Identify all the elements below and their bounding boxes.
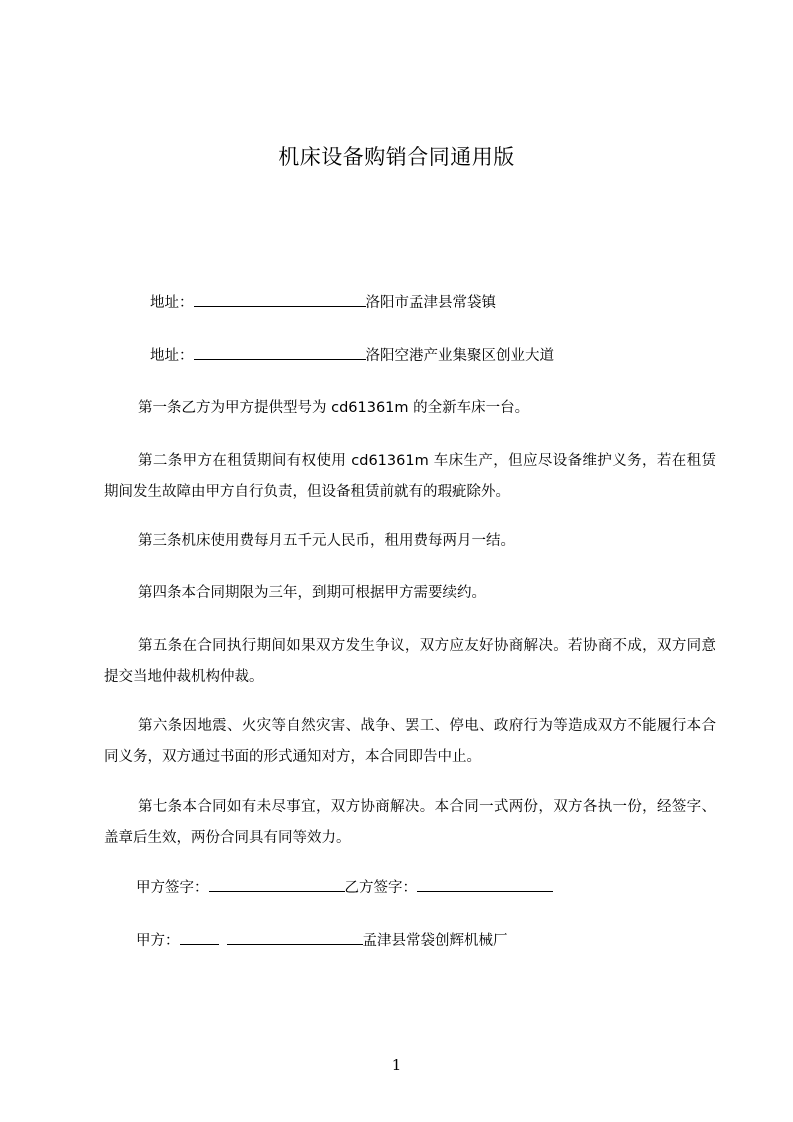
address-value: 洛阳市孟津县常袋镇 [365,295,496,311]
page-number: 1 [391,1056,402,1074]
party-a-blank [227,930,363,945]
clause-1: 第一条乙方为甲方提供型号为 cd61361m 的全新车床一台。 [138,400,530,416]
party-a-label: 甲方： [136,933,180,949]
clause-2: 第二条甲方在租赁期间有权使用 cd61361m 车床生产，但应尽设备维护义务，若在租赁期间发生故障由甲方自行负责，但设备租赁前就有的瑕疵除外。 [104,453,716,500]
party-a-signature-blank [209,877,345,892]
address-label: 地址： [150,295,194,311]
clause-3: 第三条机床使用费每月五千元人民币，租用费每两月一结。 [138,533,515,549]
clause-6: 第六条因地震、火灾等自然灾害、战争、罢工、停电、政府行为等造成双方不能履行本合同义务，双方通过书面的形式通知对方，本合同即告中止。 [104,718,716,765]
address-line-1 [150,292,762,313]
party-a-signature-label: 甲方签字： [136,880,209,896]
party-b-signature-blank [417,877,553,892]
party-a-short-blank [180,930,219,945]
party-b-signature-label: 乙方签字： [344,880,417,896]
party-a-value: 孟津县常袋创辉机械厂 [362,933,508,949]
clause-4: 第四条本合同期限为三年，到期可根据甲方需要续约。 [138,585,486,601]
clause-5: 第五条在合同执行期间如果双方发生争议，双方应友好协商解决。若协商不成，双方同意提交当地仲裁机构仲裁。 [104,638,716,685]
address-blank [194,345,366,360]
address-line-2 [150,345,762,366]
address-value: 洛阳空港产业集聚区创业大道 [365,348,554,364]
party-a-line [136,930,748,951]
clause-7: 第七条本合同如有未尽事宜，双方协商解决。本合同一式两份，双方各执一份，经签字、盖章后生效，两份合同具有同等效力。 [104,799,716,846]
address-blank [194,292,366,307]
document-title: 机床设备购销合同通用版 [278,145,515,169]
address-label: 地址： [150,348,194,364]
signature-line [136,877,748,898]
